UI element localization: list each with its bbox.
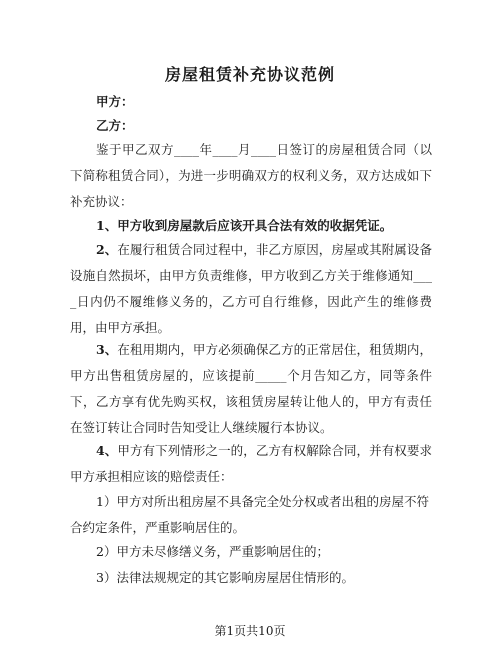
clause-2-number: 2、	[96, 242, 118, 257]
sub-item-2: 2）甲方未尽修缮义务，严重影响居住的；	[96, 544, 329, 559]
party-b-label: 乙方：	[96, 118, 134, 133]
page-number: 第1页共10页	[214, 624, 286, 638]
clause-3	[70, 337, 432, 441]
preamble-paragraph: 鉴于甲乙双方____年____月____日签订的房屋租赁合同（以下简称租赁合同），为进一步明确双方的权利义务，双方达成如下补充协议：	[70, 142, 432, 209]
clause-3-number: 3、	[96, 342, 118, 357]
clause-2	[70, 237, 432, 341]
clause-1: 1、甲方收到房屋款后应该开具合法有效的收据凭证。	[96, 218, 393, 233]
party-a-label: 甲方：	[96, 94, 134, 109]
clause-3-text: 在租用期内，甲方必须确保乙方的正常居住，租赁期内，甲方出售租赁房屋的，应该提前_____个月告知乙方，同等条件下，乙方享有优先购买权，该租赁房屋转让他人的，甲方有责任在签订转让合同时告知受让人继续履行本协议。	[70, 342, 432, 435]
sub-item-3: 3）法律法规规定的其它影响房屋居住情形的。	[96, 570, 354, 585]
document-title: 房屋租赁补充协议范例	[164, 65, 335, 84]
clause-2-text: 在履行租赁合同过程中，非乙方原因，房屋或其附属设备设施自然损坏，由甲方负责维修，甲方收到乙方关于维修通知____日内仍不履维修义务的，乙方可自行维修，因此产生的维修费用，由甲方承担。	[70, 242, 432, 335]
clause-4	[70, 438, 432, 490]
sub-item-1: 1）甲方对所出租房屋不具备完全处分权或者出租的房屋不符合约定条件，严重影响居住的。	[70, 494, 429, 535]
clause-4-number: 4、	[96, 443, 118, 458]
clause-4-text: 甲方有下列情形之一的，乙方有权解除合同，并有权要求甲方承担相应该的赔偿责任：	[70, 443, 432, 484]
